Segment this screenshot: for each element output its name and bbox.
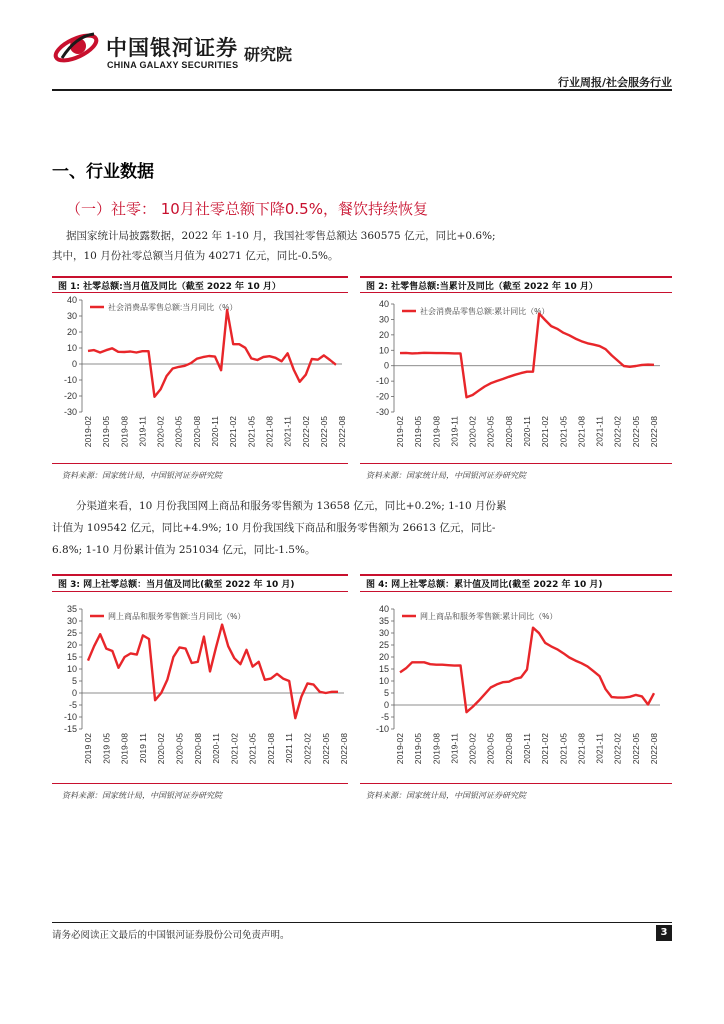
chart-fig3 xyxy=(52,603,352,781)
y-tick-label: 0 xyxy=(71,359,77,369)
x-tick-label: 2019-08 xyxy=(119,416,130,448)
x-tick-label: 2019-02 xyxy=(395,733,405,765)
paragraph-line: 6.8%; 1-10 月份累计值为 251034 亿元，同比-1.5%。 xyxy=(52,544,316,556)
y-tick-label: 30 xyxy=(66,311,77,321)
paragraph-line: 分渠道来看，10 月份我国网上商品和服务零售额为 13658 亿元，同比+0.2%; 1-10 月份累 xyxy=(76,500,507,512)
x-tick-label: 2019-05 xyxy=(413,733,424,765)
x-tick-label: 2022-05 xyxy=(318,416,329,448)
y-tick-label: 35 xyxy=(378,616,389,626)
x-tick-label: 2022-02 xyxy=(612,416,623,448)
x-tick-label: 2019 05 xyxy=(101,733,112,764)
y-tick-label: 0 xyxy=(383,360,389,371)
series-line xyxy=(88,625,338,719)
footer-disclaimer: 请务必阅读正文最后的中国银河证券股份公司免责声明。 xyxy=(52,930,290,941)
x-tick-label: 2020-08 xyxy=(191,416,202,448)
paragraph-line: 据国家统计局披露数据，2022 年 1-10 月，我国社零售总额达 360575 亿元，同比+0.6%; xyxy=(66,230,496,242)
x-tick-label: 2021-08 xyxy=(265,733,276,765)
x-tick-label: 2022-08 xyxy=(649,733,659,765)
y-tick-label: 30 xyxy=(378,628,389,638)
chart-fig4 xyxy=(360,603,672,781)
x-tick-label: 2019-11 xyxy=(449,416,460,447)
y-tick-label: 20 xyxy=(378,329,389,340)
series-line xyxy=(400,628,654,713)
figure-top-rule xyxy=(360,574,672,576)
x-tick-label: 2019-08 xyxy=(119,733,130,765)
y-tick-label: 30 xyxy=(66,616,77,626)
x-tick-label: 2021-11 xyxy=(282,416,293,447)
x-tick-label: 2020-11 xyxy=(210,416,221,447)
y-tick-label: 0 xyxy=(383,700,389,710)
figure-top-rule xyxy=(360,276,672,278)
x-tick-label: 2020-02 xyxy=(156,733,167,765)
page-number: 3 xyxy=(656,925,672,941)
y-tick-label: 5 xyxy=(383,688,389,698)
figure-title-rule xyxy=(360,591,672,592)
series-line xyxy=(88,310,336,397)
figure-title: 图 4: 网上社零总额：累计值及同比(截至 2022 年 10 月) xyxy=(366,580,603,590)
y-tick-label: 5 xyxy=(71,676,77,686)
x-tick-label: 2022-05 xyxy=(320,733,331,765)
y-tick-label: 10 xyxy=(378,345,389,356)
x-tick-label: 2021-08 xyxy=(264,416,275,448)
x-tick-label: 2019-02 xyxy=(395,416,405,448)
footer-divider xyxy=(52,922,672,923)
x-tick-label: 2019-11 xyxy=(137,416,148,447)
legend-label: 社会消费品零售总额:累计同比（%） xyxy=(420,307,550,316)
x-tick-label: 2020-11 xyxy=(522,733,532,764)
y-tick-label: 10 xyxy=(66,664,77,674)
x-tick-label: 2019 02 xyxy=(83,733,93,764)
y-tick-label: 0 xyxy=(71,688,77,698)
x-tick-label: 2019-05 xyxy=(413,416,424,448)
header-divider xyxy=(52,89,672,91)
y-tick-label: -20 xyxy=(63,391,77,401)
x-tick-label: 2020-05 xyxy=(174,733,185,765)
y-tick-label: -20 xyxy=(375,391,389,402)
x-tick-label: 2021-02 xyxy=(540,416,551,448)
x-tick-label: 2022-08 xyxy=(649,416,659,448)
x-tick-label: 2021-02 xyxy=(540,733,551,765)
galaxy-logo-icon xyxy=(52,28,100,68)
figure-bottom-rule xyxy=(52,463,348,464)
figure-source: 资料来源：国家统计局，中国银河证券研究院 xyxy=(62,791,222,800)
figure-bottom-rule xyxy=(360,463,672,464)
y-tick-label: 20 xyxy=(66,640,77,650)
y-tick-label: 25 xyxy=(66,628,77,638)
x-tick-label: 2019 11 xyxy=(137,733,148,764)
x-tick-label: 2021-11 xyxy=(594,416,605,447)
y-tick-label: -10 xyxy=(63,375,77,385)
y-tick-label: -5 xyxy=(68,700,77,710)
figure-title-rule xyxy=(52,591,348,592)
y-tick-label: -10 xyxy=(63,712,77,722)
x-tick-label: 2021-08 xyxy=(576,416,587,448)
chart-fig1 xyxy=(52,294,352,462)
x-tick-label: 2022-05 xyxy=(630,733,641,765)
y-tick-label: -10 xyxy=(375,724,389,734)
x-tick-label: 2021-05 xyxy=(247,733,258,765)
x-tick-label: 2019-11 xyxy=(449,733,460,764)
paragraph-line: 其中，10 月份社零总额当月值为 40271 亿元，同比-0.5%。 xyxy=(52,250,339,262)
figure-source: 资料来源：国家统计局，中国银河证券研究院 xyxy=(62,471,222,480)
section-title: 一、行业数据 xyxy=(52,162,154,182)
y-tick-label: 10 xyxy=(66,343,77,353)
y-tick-label: 20 xyxy=(378,652,389,662)
x-tick-label: 2021-05 xyxy=(558,416,569,448)
figure-top-rule xyxy=(52,574,348,576)
y-tick-label: 40 xyxy=(378,299,389,309)
y-tick-label: 25 xyxy=(378,640,389,650)
y-tick-label: -30 xyxy=(375,407,389,417)
x-tick-label: 2021-08 xyxy=(576,733,587,765)
y-tick-label: -10 xyxy=(375,376,389,387)
x-tick-label: 2019-08 xyxy=(431,416,442,448)
x-tick-label: 2022-05 xyxy=(630,416,641,448)
y-tick-label: 30 xyxy=(378,314,389,325)
x-tick-label: 2020-02 xyxy=(155,416,166,448)
x-tick-label: 2021-02 xyxy=(229,733,240,765)
y-tick-label: -5 xyxy=(380,712,389,722)
figure-title-rule xyxy=(52,292,348,293)
series-line xyxy=(400,314,654,398)
figure-top-rule xyxy=(52,276,348,278)
institute-label: 研究院 xyxy=(244,45,293,64)
x-tick-label: 2021-05 xyxy=(558,733,569,765)
x-tick-label: 2020-02 xyxy=(467,733,478,765)
y-tick-label: -30 xyxy=(63,407,77,417)
x-tick-label: 2020-05 xyxy=(485,416,496,448)
x-tick-label: 2020-08 xyxy=(503,416,514,448)
company-name-en: CHINA GALAXY SECURITIES xyxy=(107,60,239,70)
y-tick-label: 40 xyxy=(378,604,389,614)
x-tick-label: 2020-11 xyxy=(211,733,222,764)
report-type: 行业周报/社会服务行业 xyxy=(557,76,672,89)
y-tick-label: -15 xyxy=(63,724,77,734)
x-tick-label: 2020-08 xyxy=(503,733,514,765)
chart-fig2 xyxy=(360,298,672,462)
figure-source: 资料来源：国家统计局，中国银河证券研究院 xyxy=(366,471,526,480)
legend-label: 社会消费品零售总额:当月同比（%） xyxy=(108,303,238,312)
x-tick-label: 2020-08 xyxy=(192,733,203,765)
figure-title-rule xyxy=(360,292,672,293)
x-tick-label: 2022-08 xyxy=(337,416,348,448)
figure-title: 图 3: 网上社零总额：当月值及同比(截至 2022 年 10 月) xyxy=(58,580,295,590)
y-tick-label: 20 xyxy=(66,327,77,337)
y-tick-label: 40 xyxy=(66,295,77,305)
legend-label: 网上商品和服务零售额:累计同比（%） xyxy=(420,612,558,621)
x-tick-label: 2021-11 xyxy=(594,733,605,764)
y-tick-label: 10 xyxy=(378,676,389,686)
x-tick-label: 2020-02 xyxy=(467,416,478,448)
x-tick-label: 2020-11 xyxy=(522,416,532,447)
figure-source: 资料来源：国家统计局，中国银河证券研究院 xyxy=(366,791,526,800)
x-tick-label: 2022-02 xyxy=(612,733,623,765)
figure-bottom-rule xyxy=(52,783,348,784)
x-tick-label: 2021 11 xyxy=(284,733,295,764)
report-header xyxy=(0,0,724,92)
x-tick-label: 2022-02 xyxy=(300,416,311,448)
figure-title: 图 2: 社零售总额:当累计及同比（截至 2022 年 10 月） xyxy=(366,282,598,292)
x-tick-label: 2019-05 xyxy=(101,416,112,448)
figure-title: 图 1: 社零总额:当月值及同比（截至 2022 年 10 月） xyxy=(58,282,281,292)
y-tick-label: 35 xyxy=(66,604,77,614)
x-tick-label: 2021-05 xyxy=(246,416,257,448)
x-tick-label: 2022-02 xyxy=(302,733,313,765)
legend-label: 网上商品和服务零售额:当月同比（%） xyxy=(108,612,246,621)
paragraph-line: 计值为 109542 亿元，同比+4.9%; 10 月份我国线下商品和服务零售额为 26613 亿元，同比- xyxy=(52,522,496,534)
y-tick-label: 15 xyxy=(378,664,389,674)
x-tick-label: 2020-05 xyxy=(173,416,184,448)
x-tick-label: 2022-08 xyxy=(339,733,350,765)
x-tick-label: 2021-02 xyxy=(228,416,239,448)
x-tick-label: 2019-08 xyxy=(431,733,442,765)
figure-bottom-rule xyxy=(360,783,672,784)
x-tick-label: 2019-02 xyxy=(83,416,93,448)
x-tick-label: 2020-05 xyxy=(485,733,496,765)
y-tick-label: 15 xyxy=(66,652,77,662)
subsection-title: （一）社零： 10月社零总额下降0.5%，餐饮持续恢复 xyxy=(66,200,428,218)
company-name-cn: 中国银河证券 xyxy=(106,36,238,60)
